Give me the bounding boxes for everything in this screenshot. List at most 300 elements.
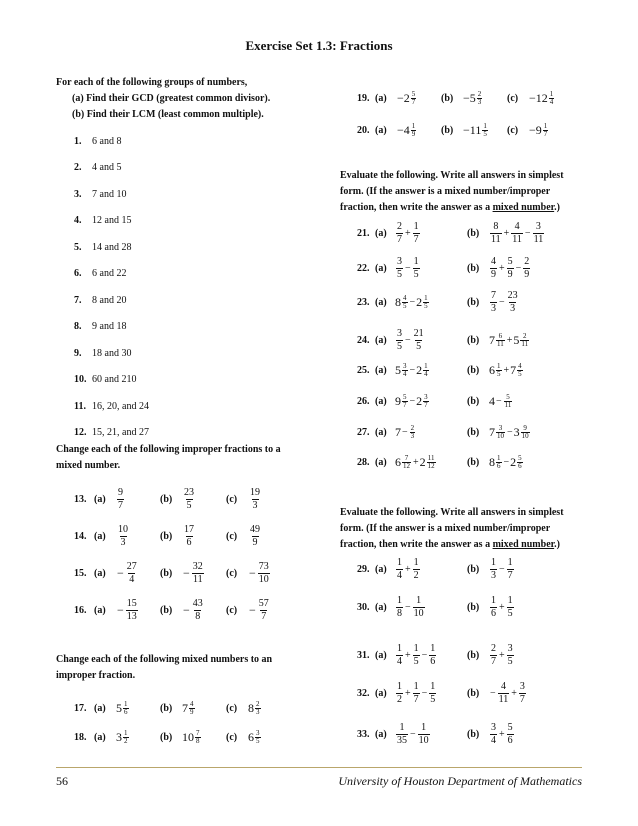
numerator: 9 [523,423,527,432]
fraction [507,291,519,314]
denominator: 11 [521,339,529,348]
numerator: 49 [250,523,260,535]
part-label: (c) [507,124,519,136]
problem-number: 10. [74,374,87,385]
part-label: (b) [467,227,480,239]
operator: + [499,601,505,613]
numerator: 5 [518,453,522,462]
numerator: 2 [477,89,482,98]
problem-row [74,422,149,444]
mixed-number-b [182,730,202,745]
denominator: 7 [507,569,513,581]
operator: + [499,728,505,740]
problem-row [357,447,522,477]
numerator: 73 [258,560,269,572]
problem-row [357,719,513,749]
operator: − [524,227,531,239]
problem-row [74,183,126,205]
numerator: 1 [424,361,428,370]
denominator: 7 [403,400,407,409]
answer-b [182,525,196,548]
expression [489,394,513,409]
numerator: 2 [410,423,415,432]
numerator: 8 [493,220,499,232]
numerator: 1 [507,594,513,606]
problem-number: 11. [74,400,86,412]
mixed-number [395,455,412,470]
denominator: 13 [126,610,137,622]
denominator: 11 [498,693,509,705]
whole-number: 2 [419,454,426,469]
denominator: 5 [413,268,419,280]
numerator: 7 [491,289,496,301]
fraction [423,394,429,409]
fraction [402,295,408,310]
fraction [195,730,201,745]
minus-sign: − [249,565,256,580]
fraction [523,257,530,280]
expression [395,644,437,667]
minus-sign: − [249,602,256,617]
fraction [411,123,417,138]
problem-number: 4. [74,215,82,226]
problem-number: 22. [357,262,370,274]
denominator: 3 [252,499,258,511]
problem-number: 2. [74,162,82,173]
operator: − [499,563,505,575]
mixed-number-a [116,730,130,745]
problem-text: 12 and 15 [92,215,132,226]
denominator: 9 [411,129,416,138]
problem-number: 14. [74,530,87,542]
numerator: 1 [413,680,419,692]
part-label: (a) [375,728,387,740]
numerator: 1 [124,699,128,708]
mixed-number [489,333,506,348]
mixed-number [514,425,531,440]
numerator: 1 [397,642,402,654]
whole-number: 2 [403,90,410,105]
denominator: 8 [397,607,402,619]
expression [489,455,524,470]
fraction [117,525,129,548]
numerator: 1 [497,453,501,462]
answer-a [116,562,139,585]
whole-number: 11 [469,122,482,137]
numerator: 1 [507,556,513,568]
denominator: 4 [491,734,496,746]
gcd-instruction-text: For each of the following groups of numbers, [56,77,248,88]
numerator: 3 [403,361,407,370]
fraction [507,723,514,746]
part-label: (a) [375,395,387,407]
mixed-number-c [248,701,262,716]
fraction [183,525,195,548]
part-label: (a) [375,563,387,575]
problem-row [357,218,544,248]
operator: + [511,687,517,699]
denominator: 3 [410,431,415,440]
answer-b [182,599,205,622]
problem-number: 16. [74,604,87,616]
operator: + [413,456,419,468]
numerator: 3 [397,327,402,339]
fraction [396,682,403,705]
denominator: 10 [413,607,424,619]
part-label: (b) [160,731,173,743]
part-label: (b) [160,567,173,579]
improper-instruction-2: mixed number. [56,460,121,471]
problem-number: 28. [357,456,370,468]
problem-row [357,640,513,670]
numerator: 3 [397,255,402,267]
answer-c [248,599,271,622]
fraction [413,329,425,352]
eval1-line3-pre: fraction, then write the answer as a [340,202,493,213]
fraction [396,558,403,581]
problem-row [74,521,260,551]
problem-number: 1. [74,135,82,147]
part-label: (b) [467,649,480,661]
fraction [255,701,261,716]
page-title: Exercise Set 1.3: Fractions [245,38,393,53]
expression [489,644,515,667]
numerator: 2 [491,642,496,654]
problem-text: 8 and 20 [92,294,127,306]
numerator: 19 [250,486,260,498]
fraction [519,682,526,705]
part-label: (a) [94,702,106,714]
problem-number: 23. [357,296,370,308]
fraction [496,333,505,348]
numerator: 15 [126,597,137,609]
denominator: 5 [186,499,192,511]
denominator: 9 [507,268,513,280]
numerator: 9 [118,486,123,498]
eval1-line3-post: .) [554,202,561,213]
problem-row [357,253,530,283]
denominator: 11 [497,339,504,348]
eval1-line2: form. (If the answer is a mixed number/improper [340,186,551,197]
fraction [507,596,514,619]
whole-number: 2 [510,454,517,469]
part-label: (b) [441,92,454,104]
gcd-part-a: (a) Find their GCD (greatest common divisor). [72,93,271,104]
fraction [521,425,530,440]
part-label: (b) [441,124,454,136]
denominator: 7 [413,233,419,245]
operator: − [490,687,496,699]
problem-row [357,417,529,447]
part-label: (a) [94,731,106,743]
expression [395,596,426,619]
operator: − [421,687,428,699]
numerator: 2 [397,220,402,232]
fraction [123,701,129,716]
part-label: (b) [467,687,480,699]
fraction [249,488,261,511]
fraction [490,596,497,619]
expression [489,596,515,619]
mixed-number [489,425,506,440]
footer-department: University of Houston Department of Mathematics [338,774,582,788]
problem-row [74,484,260,514]
denominator: 6 [497,461,501,470]
fraction [258,562,270,585]
denominator: 6 [186,536,192,548]
fraction [396,644,403,667]
fraction [507,558,514,581]
mixed-number-a [116,701,130,716]
expression [395,257,421,280]
denominator: 3 [477,97,482,106]
operator: + [503,364,510,376]
problem-number: 29. [357,563,370,575]
numerator: 1 [416,594,422,606]
fraction [192,562,204,585]
answer-a [116,599,139,622]
numerator: 1 [413,642,419,654]
denominator: 3 [491,569,496,581]
part-label: (a) [375,124,387,136]
denominator: 8 [195,610,201,622]
whole-number: 8 [489,454,495,469]
whole-number: 7 [489,424,495,439]
eval-instructions-2 [340,505,590,553]
problem-row [357,678,525,708]
numerator: 5 [506,392,510,401]
fraction [413,257,420,280]
denominator: 4 [397,569,402,581]
eval1-line1: Evaluate the following. Write all answers in simplest [340,170,564,181]
denominator: 2 [124,736,128,745]
gcd-instructions [56,75,336,123]
problem-row [357,554,513,584]
fraction [549,91,555,106]
eval1-line3 [340,200,590,216]
numerator: 2 [523,331,527,340]
part-label: (a) [375,649,387,661]
mixed-number-c [529,91,555,106]
part-label: (b) [467,262,480,274]
answer-a [116,525,130,548]
expression [489,333,530,348]
numerator: 1 [491,594,496,606]
fraction [413,558,420,581]
fraction [423,363,429,378]
denominator: 6 [518,461,522,470]
eval2-line2: form. (If the answer is a mixed number/improper [340,523,551,534]
numerator: 3 [535,220,541,232]
mixed-number [513,333,530,348]
numerator: 4 [190,699,194,708]
denominator: 5 [256,736,260,745]
numerator: 5 [411,89,416,98]
numerator: 4 [500,680,506,692]
fraction [126,562,138,585]
part-label: (b) [467,456,480,468]
problem-row [74,595,269,625]
fraction [411,91,417,106]
fraction [396,222,403,245]
denominator: 5 [403,301,407,310]
problem-number: 12. [74,427,87,438]
whole-number: 3 [116,729,122,744]
expression [489,222,545,245]
mixed-number [395,363,409,378]
denominator: 7 [413,693,419,705]
part-label: (a) [375,227,387,239]
operator: − [409,395,416,407]
numerator: 1 [549,89,554,98]
fraction [427,455,436,470]
numerator: 17 [184,523,194,535]
fraction [490,222,502,245]
problem-number: 26. [357,395,370,407]
numerator: 11 [427,453,435,462]
expression [489,682,527,705]
part-label: (a) [375,364,387,376]
fraction [413,644,420,667]
expression [489,363,524,378]
whole-number: 7 [395,424,401,439]
expression [395,455,437,470]
denominator: 5 [497,369,501,378]
eval1-line3-underlined: mixed number [492,202,555,213]
minus-sign: − [529,122,536,137]
whole-number: 5 [469,90,476,105]
denominator: 12 [427,461,435,470]
answer-b [182,488,196,511]
denominator: 10 [418,734,429,746]
whole-number: 7 [182,700,188,715]
numerator: 2 [524,255,530,267]
numerator: 7 [196,728,200,737]
footer-rule [56,767,582,768]
problem-number: 5. [74,241,82,253]
part-label: (a) [94,567,106,579]
denominator: 5 [397,268,402,280]
whole-number: 8 [248,700,254,715]
numerator: 1 [413,220,419,232]
part-label: (a) [375,92,387,104]
eval2-line3-underlined: mixed number [492,539,555,550]
expression [489,257,531,280]
numerator: 10 [118,523,128,535]
mixed-number [395,394,409,409]
mixed-number [395,295,409,310]
operator: − [515,262,522,274]
problem-row [74,726,260,748]
numerator: 5 [507,255,513,267]
mixed-number [416,394,430,409]
whole-number: 6 [489,362,495,377]
problem-number: 3. [74,188,82,200]
fraction [490,723,497,746]
whole-number: 9 [395,393,401,408]
numerator: 1 [124,728,128,737]
problem-text: 7 and 10 [92,188,127,200]
eval-instructions-1 [340,168,590,216]
numerator: 1 [413,556,419,568]
whole-number: 10 [182,729,194,744]
numerator: 5 [403,392,407,401]
fraction [413,222,420,245]
numerator: 43 [192,597,203,609]
denominator: 8 [196,736,200,745]
mixed-instruction-2: improper fraction. [56,670,136,681]
mixed-number-a [397,91,417,106]
mixed-number-c [248,730,262,745]
problem-row [357,87,554,109]
part-label: (b) [160,530,173,542]
part-label: (b) [467,728,480,740]
numerator: 3 [424,392,428,401]
numerator: 1 [424,293,428,302]
expression [395,558,421,581]
denominator: 3 [120,536,126,548]
denominator: 5 [424,301,428,310]
fraction [423,295,429,310]
part-label: (a) [375,426,387,438]
whole-number: 4 [403,122,410,137]
problem-row [74,558,269,588]
mixed-instruction-1: Change each of the following mixed numbers to an [56,654,273,665]
problem-row [74,289,126,311]
problem-number: 13. [74,493,87,505]
denominator: 5 [507,607,513,619]
mixed-number-b [182,701,196,716]
problem-row [74,130,121,152]
improper-instruction-1: Change each of the following improper fractions to a [56,444,281,455]
problem-number: 21. [357,227,370,239]
operator: + [499,262,505,274]
fraction [477,91,483,106]
minus-sign: − [529,90,536,105]
expression [395,329,426,352]
numerator: 7 [404,453,409,462]
numerator: 6 [498,331,503,340]
denominator: 3 [256,707,260,716]
expression [395,394,430,409]
problem-row [357,386,512,416]
answer-b [182,562,205,585]
problem-row [74,210,131,232]
whole-number: 6 [395,454,401,469]
denominator: 35 [397,734,407,746]
expression [489,558,515,581]
operator: − [405,601,411,613]
operator: − [405,334,411,346]
fraction [496,363,502,378]
operator: − [421,649,428,661]
denominator: 6 [430,655,436,667]
denominator: 5 [397,340,402,352]
denominator: 10 [521,431,529,440]
whole-number: 2 [416,362,423,377]
expression [395,363,430,378]
minus-sign: − [397,90,404,105]
fraction [126,599,138,622]
denominator: 9 [190,707,194,716]
denominator: 5 [518,369,522,378]
expression [489,291,520,314]
mixed-number [416,363,430,378]
mixed-number [510,363,524,378]
expression [395,425,416,440]
problem-row [74,157,121,179]
numerator: 3 [491,721,496,733]
